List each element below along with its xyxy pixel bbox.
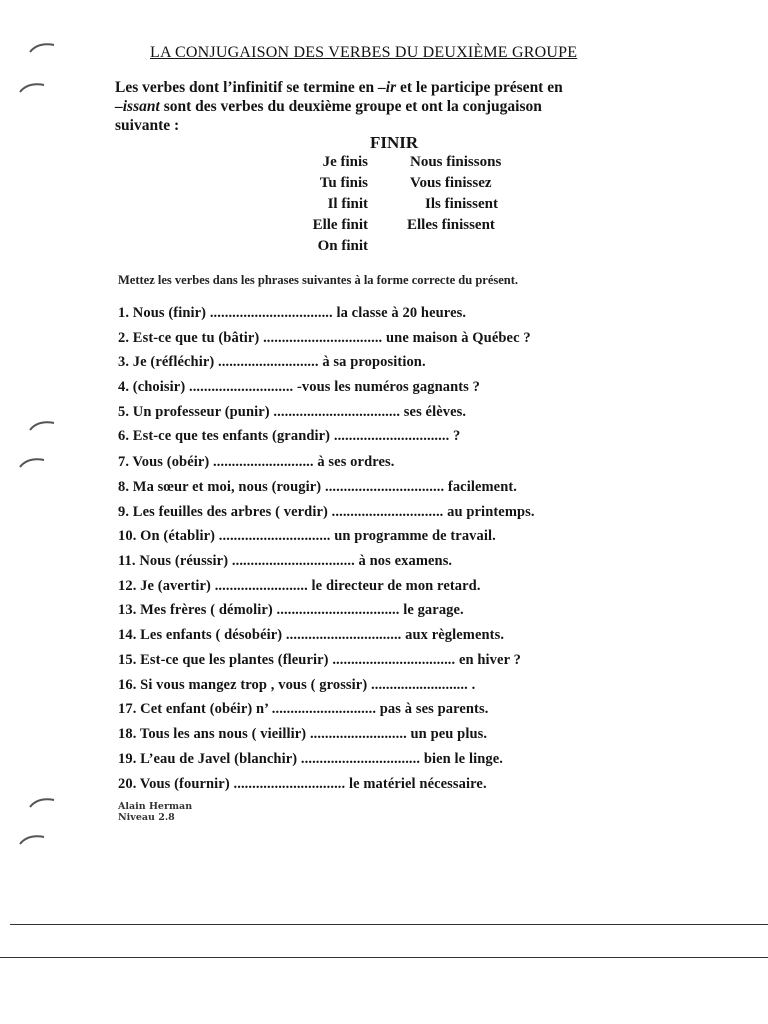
exercise-item: 18. Tous les ans nous ( vieillir) .......................... un peu plus.: [118, 726, 488, 742]
intro-text: suivante :: [115, 117, 180, 134]
exercise-item: 19. L’eau de Javel (blanchir) ................................ bien le linge.: [118, 751, 503, 767]
exercise-item: 1. Nous (finir) ................................. la classe à 20 heures.: [118, 305, 467, 321]
intro-suffix-issant: –issant: [115, 98, 160, 115]
author-name: Alain Herman: [118, 801, 193, 812]
conjugation-plural-form: Ils finissent: [425, 196, 498, 212]
exercise-item: 17. Cet enfant (obéir) n’ ............................ pas à ses parents.: [118, 701, 489, 717]
conjugation-singular-form: Je finis: [322, 154, 368, 170]
exercise-item: 5. Un professeur (punir) .................................. ses élèves.: [118, 404, 467, 420]
intro-text: Les verbes dont l’infinitif se termine en: [115, 79, 379, 96]
page-title: LA CONJUGAISON DES VERBES DU DEUXIÈME GROUPE: [150, 44, 578, 61]
instruction: Mettez les verbes dans les phrases suivantes à la forme correcte du présent.: [118, 273, 519, 287]
exercise-item: 8. Ma sœur et moi, nous (rougir) ................................ facilement.: [118, 479, 518, 495]
exercise-item: 10. On (établir) .............................. un programme de travail.: [118, 528, 496, 544]
exercise-item: 12. Je (avertir) ......................... le directeur de mon retard.: [118, 578, 481, 594]
divider-line: [10, 924, 768, 925]
exercise-item: 9. Les feuilles des arbres ( verdir) .............................. au printemps.: [118, 504, 535, 520]
binder-hole-mark: [28, 40, 58, 54]
exercise-item: 4. (choisir) ............................ -vous les numéros gagnants ?: [118, 379, 480, 395]
conjugation-singular-form: Tu finis: [319, 175, 368, 191]
exercise-item: 14. Les enfants ( désobéir) ............................... aux règlements.: [118, 627, 505, 643]
exercise-item: 13. Mes frères ( démolir) ................................. le garage.: [118, 602, 464, 618]
intro-paragraph: [115, 78, 695, 135]
exercise-item: 6. Est-ce que tes enfants (grandir) ............................... ?: [118, 428, 461, 444]
binder-hole-mark: [18, 832, 48, 846]
exercise-item: 15. Est-ce que les plantes (fleurir) ................................. en hiver ?: [118, 652, 521, 668]
binder-hole-mark: [28, 795, 58, 809]
intro-text: et le participe présent en: [396, 79, 563, 96]
exercise-item: 3. Je (réfléchir) ........................... à sa proposition.: [118, 354, 426, 370]
exercise-item: 20. Vous (fournir) .............................. le matériel nécessaire.: [118, 776, 487, 792]
verb-heading: FINIR: [370, 133, 419, 152]
intro-text: sont des verbes du deuxième groupe et ont la conjugaison: [159, 98, 542, 115]
exercise-item: 11. Nous (réussir) ................................. à nos examens.: [118, 553, 453, 569]
level-label: Niveau 2.8: [118, 812, 175, 823]
exercise-item: 16. Si vous mangez trop , vous ( grossir) .......................... .: [118, 677, 476, 693]
binder-hole-mark: [18, 455, 48, 469]
conjugation-singular-form: On finit: [317, 238, 368, 254]
conjugation-plural-form: Elles finissent: [407, 217, 495, 233]
conjugation-singular-form: Il finit: [327, 196, 368, 212]
binder-hole-mark: [18, 80, 48, 94]
conjugation-singular-form: Elle finit: [312, 217, 368, 233]
exercise-item: 7. Vous (obéir) ........................... à ses ordres.: [118, 454, 395, 470]
intro-suffix-ir: –ir: [378, 79, 397, 96]
conjugation-plural-form: Vous finissez: [410, 175, 492, 191]
binder-hole-mark: [28, 418, 58, 432]
exercise-item: 2. Est-ce que tu (bâtir) ................................ une maison à Québec ?: [118, 330, 531, 346]
conjugation-plural-form: Nous finissons: [410, 154, 502, 170]
divider-line: [0, 957, 768, 958]
